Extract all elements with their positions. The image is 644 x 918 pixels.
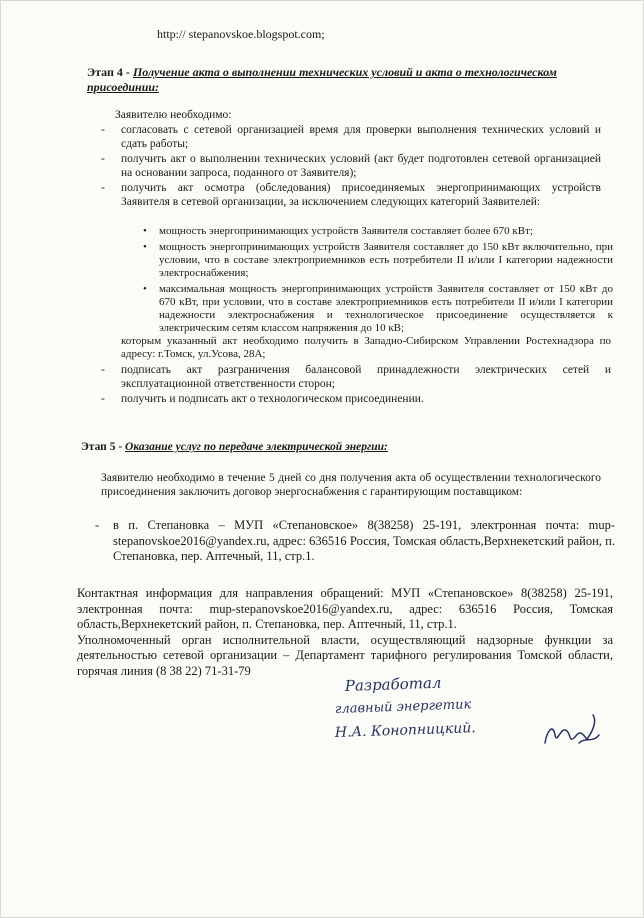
list-item: - подписать акт разграничения балансовой принадлежности электрических сетей и эксплуатационной ответственности сторон; [101, 364, 611, 391]
category-item: • мощность энергопринимающих устройств Заявителя составляет более 670 кВт; [143, 225, 613, 238]
list-item: - согласовать с сетевой организацией время для проверки выполнения технических условий и сдать работы; [101, 124, 601, 151]
header-url: http:// stepanovskoe.blogspot.com; [157, 27, 325, 41]
category-item: • максимальная мощность энергопринимающих устройств Заявителя составляет от 150 кВт до 670 кВт, при условии, что в составе электроприемников есть потребители II и/или I категории надежности электроснабжения и технологическое присоединение осуществляется к электрическим сетям классом напряжения до 10 кВ; [143, 283, 613, 335]
list-item: - получить акт осмотра (обследования) присоединяемых энергопринимающих устройств Заявителя в сетевой организации, за исключением следующих категорий Заявителей: [101, 182, 601, 209]
stage4-title: Получение акта о выполнении технических условий и акта о технологическом присоединии: [87, 65, 557, 94]
list-item: - получить акт о выполнении технических условий (акт будет подготовлен сетевой организацией на основании запроса, поданного от Заявителя); [101, 153, 601, 180]
contacts-paragraph: Контактная информация для направления обращений: МУП «Степановское» 8(38258) 25-191, электронная почта: mup-stepanovskoe2016@yandex.ru, адрес: 636516 Россия, Томская область,Верхнекетский район, п. Степановка, пер. Аптечный, 11, стр.1. [77, 586, 613, 631]
authority-paragraph: Уполномоченный орган исполнительной власти, осуществляющий надзорные функции за деятельностью сетевой организации – Департамент тарифного регулирования Томской области, горячая линия (8 38 22) 71-31-79 [77, 632, 613, 678]
stage4-heading [87, 65, 607, 95]
signature-line-1: Разработал [344, 673, 442, 695]
handwritten-signature [545, 715, 599, 743]
dash-marker: - [95, 518, 100, 532]
list-item: - получить и подписать акт о технологическом присоединении. [101, 393, 611, 407]
contacts-block [77, 586, 613, 679]
category-list [143, 225, 613, 338]
stage4-list [101, 124, 601, 211]
signature-line-2: главный энергетик [334, 697, 472, 717]
stage5-title: Оказание услуг по передаче электрической энергии: [125, 441, 388, 453]
stage5-body: Заявителю необходимо в течение 5 дней со дня получения акта об осуществлении технологического присоединения заключить договор энергоснабжения с гарантирующим поставщиком: [101, 472, 601, 498]
category-item: • мощность энергопринимающих устройств Заявителя составляет до 150 кВт включительно, при условии, что в составе электроприемников есть потребители II и/или I категории надежности электроснабжения; [143, 241, 613, 280]
stage5-item-text: в п. Степановка – МУП «Степановское» 8(38258) 25-191, электронная почта: mup-stepanovskoe2016@yandex.ru, адрес: 636516 Россия, Томская область,Верхнекетский район, п. Степановка, пер. Аптечный, 11, стр.1. [113, 518, 615, 563]
rostekhnadzor-note: которым указанный акт необходимо получить в Западно-Сибирском Управлении Ростехнадзора по адресу: г.Томск, ул.Усова, 28А; [121, 335, 611, 360]
stage4-label: Этап 4 - [87, 65, 130, 79]
stage5-label: Этап 5 - [81, 441, 123, 453]
stage4-list-2 [101, 364, 611, 409]
stage5-item [95, 518, 615, 565]
stage4-intro: Заявителю необходимо: [115, 109, 232, 121]
signature-block [331, 673, 631, 753]
stage5-heading [81, 441, 388, 453]
signature-line-3: Н.А. Конопницкий. [334, 720, 477, 741]
